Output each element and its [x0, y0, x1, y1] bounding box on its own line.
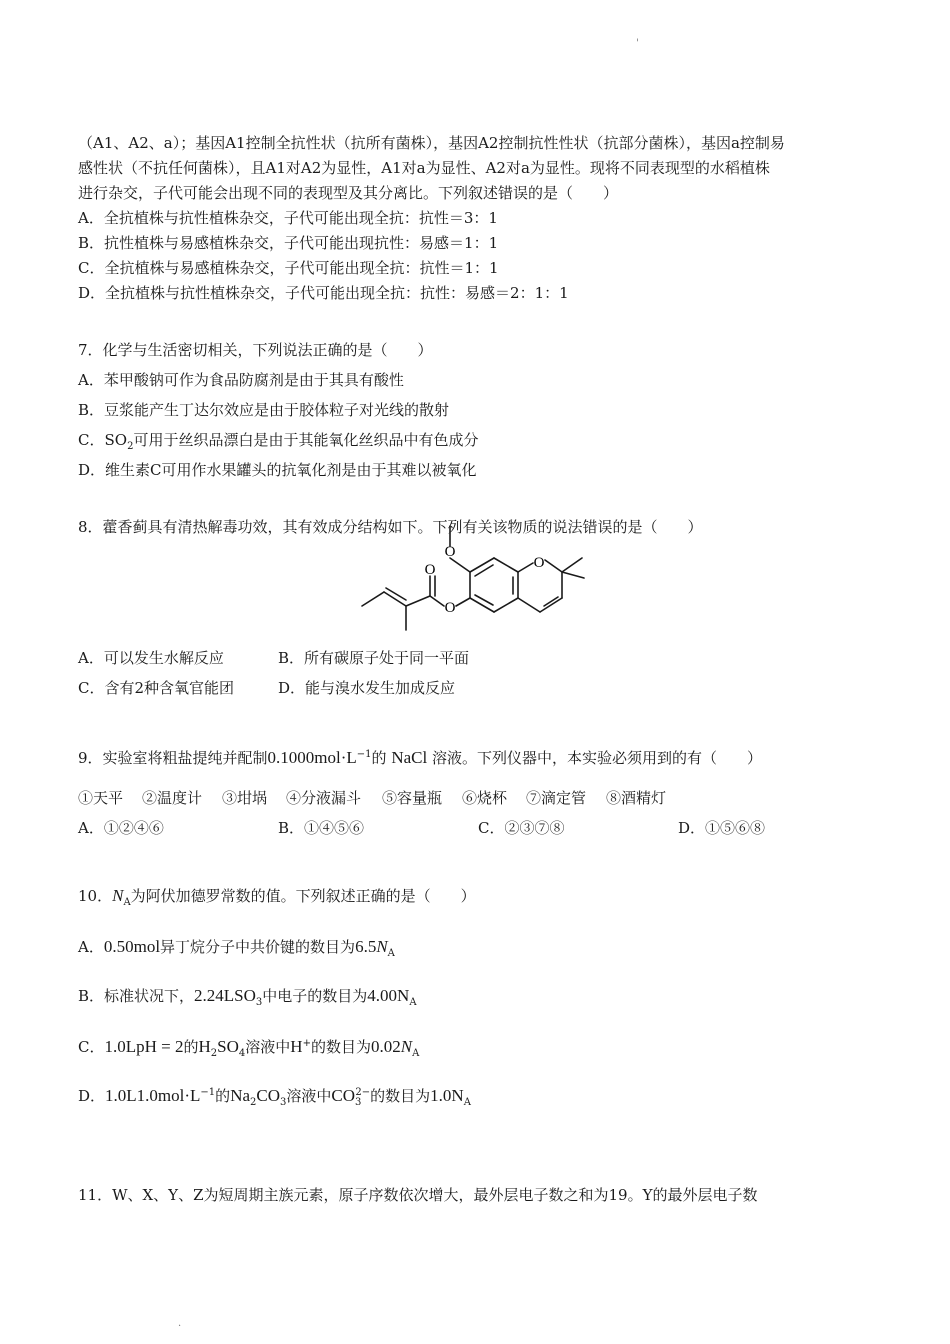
q7-option-a: A．苯甲酸钠可作为食品防腐剂是由于其具有酸性	[78, 371, 404, 389]
q10-c-na-sub: A	[412, 1048, 420, 1059]
q9-stem-prefix: 9．实验室将粗盐提纯并配制	[78, 749, 268, 767]
molecule-structure-figure	[358, 522, 598, 640]
q10-option-b	[78, 986, 417, 1006]
q6-option-a: A．全抗植株与抗性植株杂交，子代可能出现全抗：抗性＝3：1	[78, 209, 498, 227]
q9-concentration-sup: −1	[356, 749, 372, 760]
q9-option-b: B．①④⑤⑥	[278, 819, 365, 837]
q9-nacl: NaCl	[391, 748, 428, 767]
q10-d-co: CO	[256, 1086, 281, 1105]
q10-na-subscript: A	[123, 897, 131, 908]
q7-c-prefix: C．SO	[78, 431, 128, 449]
q7-stem: 7．化学与生活密切相关，下列说法正确的是（ ）	[78, 341, 433, 359]
ester-oxygen-label: O	[444, 600, 456, 616]
q9-stem	[78, 748, 762, 768]
q10-option-a	[78, 937, 395, 957]
q10-c-h: H	[198, 1037, 211, 1056]
q7-c-rest: 可用于丝织品漂白是由于其能氧化丝织品中有色成分	[133, 431, 479, 449]
instrument-6: ⑥烧杯	[462, 789, 508, 807]
q7-option-d: D．维生素C可用作水果罐头的抗氧化剂是由于其难以被氧化	[78, 461, 477, 479]
q7-option-b: B．豆浆能产生丁达尔效应是由于胶体粒子对光线的散射	[78, 401, 450, 419]
q8-options-row-1	[78, 648, 469, 668]
instrument-4: ④分液漏斗	[286, 789, 362, 807]
q10-d-text2: 溶液中	[286, 1087, 332, 1105]
q10-d-amount: 1.0L1.0mol·L	[105, 1086, 201, 1105]
q10-d-na-sub: A	[463, 1097, 471, 1108]
q9-option-a: A．①②④⑥	[78, 819, 164, 837]
q10-d-value: 1.0N	[430, 1086, 464, 1105]
q8-stem: 8．藿香蓟具有清热解毒功效，其有效成分结构如下。下列有关该物质的说法错误的是（ ）	[78, 518, 703, 536]
q10-b-text: 中电子的数目为	[262, 987, 368, 1005]
q10-stem-rest: 为阿伏加德罗常数的值。下列叙述正确的是（ ）	[130, 887, 476, 905]
q10-c-h-sub: 2	[210, 1048, 218, 1059]
q10-d-co-sub: 3	[280, 1097, 287, 1108]
instrument-3: ③坩埚	[222, 789, 268, 807]
scan-speck: .	[178, 1318, 182, 1329]
q6-option-d: D．全抗植株与抗性植株杂交，子代可能出现全抗：抗性：易感＝2：1：1	[78, 284, 569, 302]
q9-options	[78, 818, 765, 838]
instrument-1: ①天平	[78, 789, 124, 807]
q9-stem-mid: 的	[371, 749, 387, 767]
instrument-7: ⑦滴定管	[526, 789, 587, 807]
q10-a-value: 6.5	[355, 937, 377, 956]
q8-option-c: C．含有2种含氧官能团	[78, 679, 235, 697]
q9-option-d: D．①⑤⑥⑧	[678, 819, 766, 837]
q8-option-b: B．所有碳原子处于同一平面	[278, 649, 470, 667]
q10-c-text2: 溶液中	[245, 1038, 291, 1056]
q9-option-c: C．②③⑦⑧	[478, 819, 565, 837]
q10-na-symbol: N	[112, 886, 124, 905]
q10-b-value: 4.00N	[367, 986, 410, 1005]
q10-b-sub: 3	[255, 997, 263, 1008]
q10-a-na-sub: A	[387, 948, 395, 959]
q10-b-label: B．标准状况下，	[78, 987, 195, 1005]
q11-stem: 11．W、X、Y、Z为短周期主族元素，原子序数依次增大，最外层电子数之和为19。Y的最外层电子数	[78, 1186, 758, 1204]
q10-number: 10．	[78, 887, 113, 905]
q10-option-d	[78, 1086, 471, 1106]
q9-instruments	[78, 788, 666, 808]
q10-c-hplus: H	[290, 1037, 303, 1056]
q6-line-1: （A1、A2、a）；基因A1控制全抗性状（抗所有菌株），基因A2控制抗性性状（抗部分菌株），基因a控制易	[78, 134, 785, 152]
q10-c-volume: 1.0LpH = 2	[104, 1037, 184, 1056]
ring-oxygen-label: O	[533, 555, 545, 571]
q6-line-3: 进行杂交，子代可能会出现不同的表现型及其分离比。下列叙述错误的是（ ）	[78, 184, 619, 202]
q10-c-text3: 的数目为	[310, 1038, 371, 1056]
q8-option-a: A．可以发生水解反应	[78, 649, 224, 667]
q10-a-amount: 0.50mol	[103, 937, 161, 956]
q10-a-na: N	[376, 937, 388, 956]
q10-d-na2: Na	[230, 1086, 251, 1105]
q10-d-carbonate-sup: 2−	[355, 1087, 371, 1098]
q10-a-label: A．	[78, 938, 104, 956]
q6-option-b: B．抗性植株与易感植株杂交，子代可能出现抗性：易感＝1：1	[78, 234, 499, 252]
q10-stem	[78, 886, 476, 906]
q10-c-so: SO	[217, 1037, 239, 1056]
q10-c-na: N	[400, 1037, 413, 1056]
q7-option-c	[78, 430, 478, 450]
q10-d-label: D．	[78, 1087, 106, 1105]
q10-d-na2-sub: 2	[250, 1097, 257, 1108]
q10-c-label: C．	[78, 1038, 105, 1056]
q10-c-value: 0.02	[370, 1037, 401, 1056]
q9-concentration: 0.1000mol·L	[267, 748, 357, 767]
q10-c-text1: 的	[183, 1038, 199, 1056]
q10-b-amount: 2.24LSO	[194, 986, 256, 1005]
q10-d-text1: 的	[215, 1087, 231, 1105]
methoxy-oxygen-label: O	[444, 544, 456, 560]
q10-d-amount-sup: −1	[200, 1087, 216, 1098]
q10-a-text: 异丁烷分子中共价键的数目为	[160, 938, 356, 956]
q6-option-c: C．全抗植株与易感植株杂交，子代可能出现全抗：抗性＝1：1	[78, 259, 499, 277]
q10-b-na-sub: A	[409, 997, 417, 1008]
q8-option-d: D．能与溴水发生加成反应	[278, 679, 456, 697]
q10-d-carbonate-sub: 3	[355, 1097, 362, 1108]
q10-c-so-sub: 4	[238, 1048, 246, 1059]
q10-c-hplus-sup: +	[302, 1038, 311, 1049]
q8-options-row-2	[78, 678, 455, 698]
carbonyl-oxygen-label: O	[424, 562, 436, 578]
instrument-5: ⑤容量瓶	[382, 789, 443, 807]
scan-speck: '	[636, 38, 639, 49]
q10-d-carbonate: CO	[331, 1086, 356, 1105]
q9-stem-rest: 溶液。下列仪器中，本实验必须用到的有（ ）	[432, 749, 763, 767]
instrument-8: ⑧酒精灯	[606, 789, 667, 807]
q6-line-2: 感性状（不抗任何菌株），且A1对A2为显性，A1对a为显性、A2对a为显性。现将不同表现型的水稻植株	[78, 159, 770, 177]
instrument-2: ②温度计	[142, 789, 203, 807]
q10-d-text3: 的数目为	[370, 1087, 431, 1105]
q10-option-c	[78, 1037, 419, 1057]
q7-c-subscript: 2	[127, 441, 134, 452]
